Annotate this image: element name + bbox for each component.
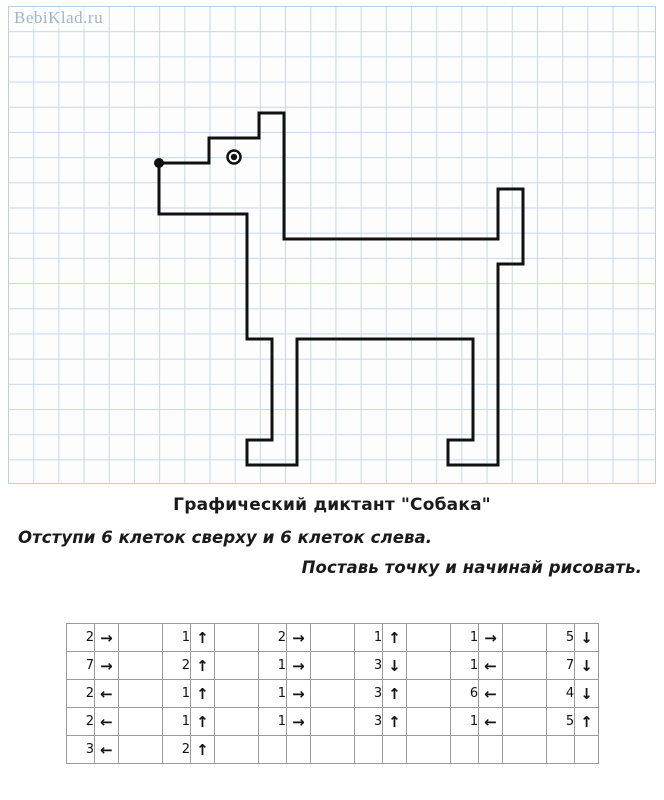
step-count-cell: 1: [163, 624, 191, 652]
spacer-cell: [310, 736, 354, 764]
step-count-cell: 1: [259, 680, 287, 708]
spacer-cell: [310, 680, 354, 708]
table-row: [67, 624, 599, 652]
arrow-left-icon: ←: [479, 680, 503, 708]
spacer-cell: [502, 708, 546, 736]
arrow-right-icon: →: [95, 624, 119, 652]
dog-eye-pupil-icon: [231, 154, 237, 160]
arrow-right-icon: →: [479, 624, 503, 652]
table-row: [67, 708, 599, 736]
empty-cell: [287, 736, 311, 764]
spacer-cell: [406, 624, 450, 652]
arrow-up-icon: ↑: [383, 708, 407, 736]
empty-cell: [575, 736, 599, 764]
step-count-cell: 1: [259, 652, 287, 680]
spacer-cell: [214, 736, 258, 764]
step-count-cell: 2: [259, 624, 287, 652]
arrow-right-icon: →: [287, 680, 311, 708]
spacer-cell: [406, 736, 450, 764]
step-count-cell: 1: [451, 708, 479, 736]
step-count-cell: [547, 736, 575, 764]
spacer-cell: [310, 624, 354, 652]
arrow-right-icon: →: [287, 708, 311, 736]
steps-table: [66, 623, 599, 764]
arrow-down-icon: ↓: [383, 652, 407, 680]
step-count-cell: 2: [67, 708, 95, 736]
steps-table-body: [67, 624, 599, 764]
step-count-cell: 1: [355, 624, 383, 652]
empty-cell: [383, 736, 407, 764]
arrow-left-icon: ←: [95, 736, 119, 764]
empty-cell: [479, 736, 503, 764]
spacer-cell: [118, 624, 162, 652]
arrow-up-icon: ↑: [383, 624, 407, 652]
arrow-up-icon: ↑: [191, 652, 215, 680]
spacer-cell: [118, 652, 162, 680]
captions-block: [0, 495, 664, 577]
arrow-up-icon: ↑: [191, 708, 215, 736]
step-count-cell: 7: [547, 652, 575, 680]
steps-table-wrap: [66, 623, 599, 764]
table-row: [67, 680, 599, 708]
step-count-cell: [259, 736, 287, 764]
spacer-cell: [214, 680, 258, 708]
watermark-label: BebiKlad.ru: [10, 7, 107, 29]
step-count-cell: 3: [355, 680, 383, 708]
arrow-up-icon: ↑: [191, 624, 215, 652]
spacer-cell: [118, 708, 162, 736]
step-count-cell: 6: [451, 680, 479, 708]
arrow-right-icon: →: [287, 624, 311, 652]
arrow-up-icon: ↑: [191, 680, 215, 708]
step-count-cell: 3: [355, 652, 383, 680]
spacer-cell: [502, 736, 546, 764]
step-count-cell: 3: [355, 708, 383, 736]
step-count-cell: 4: [547, 680, 575, 708]
spacer-cell: [310, 708, 354, 736]
step-count-cell: 1: [451, 652, 479, 680]
page-title: Графический диктант "Собака": [173, 495, 491, 515]
arrow-left-icon: ←: [95, 680, 119, 708]
table-row: [67, 652, 599, 680]
step-count-cell: 5: [547, 708, 575, 736]
spacer-cell: [310, 652, 354, 680]
step-count-cell: 1: [259, 708, 287, 736]
instruction-line-2: Поставь точку и начинай рисовать.: [301, 558, 642, 577]
step-count-cell: 3: [67, 736, 95, 764]
spacer-cell: [214, 624, 258, 652]
spacer-cell: [502, 652, 546, 680]
spacer-cell: [214, 652, 258, 680]
step-count-cell: 1: [163, 680, 191, 708]
step-count-cell: 5: [547, 624, 575, 652]
spacer-cell: [406, 708, 450, 736]
arrow-down-icon: ↓: [575, 680, 599, 708]
spacer-cell: [118, 680, 162, 708]
start-point-dot: [154, 158, 164, 168]
step-count-cell: [451, 736, 479, 764]
step-count-cell: 7: [67, 652, 95, 680]
spacer-cell: [502, 624, 546, 652]
arrow-down-icon: ↓: [575, 624, 599, 652]
arrow-left-icon: ←: [95, 708, 119, 736]
spacer-cell: [406, 680, 450, 708]
arrow-up-icon: ↑: [575, 708, 599, 736]
spacer-cell: [406, 652, 450, 680]
arrow-right-icon: →: [95, 652, 119, 680]
spacer-cell: [502, 680, 546, 708]
arrow-left-icon: ←: [479, 708, 503, 736]
step-count-cell: 1: [451, 624, 479, 652]
step-count-cell: 1: [163, 708, 191, 736]
instruction-line-1: Отступи 6 клеток сверху и 6 клеток слева.: [18, 528, 433, 547]
step-count-cell: 2: [163, 736, 191, 764]
table-row: [67, 736, 599, 764]
step-count-cell: 2: [67, 680, 95, 708]
arrow-down-icon: ↓: [575, 652, 599, 680]
spacer-cell: [118, 736, 162, 764]
step-count-cell: 2: [67, 624, 95, 652]
arrow-up-icon: ↑: [191, 736, 215, 764]
step-count-cell: 2: [163, 652, 191, 680]
arrow-left-icon: ←: [479, 652, 503, 680]
spacer-cell: [214, 708, 258, 736]
arrow-up-icon: ↑: [383, 680, 407, 708]
step-count-cell: [355, 736, 383, 764]
arrow-right-icon: →: [287, 652, 311, 680]
